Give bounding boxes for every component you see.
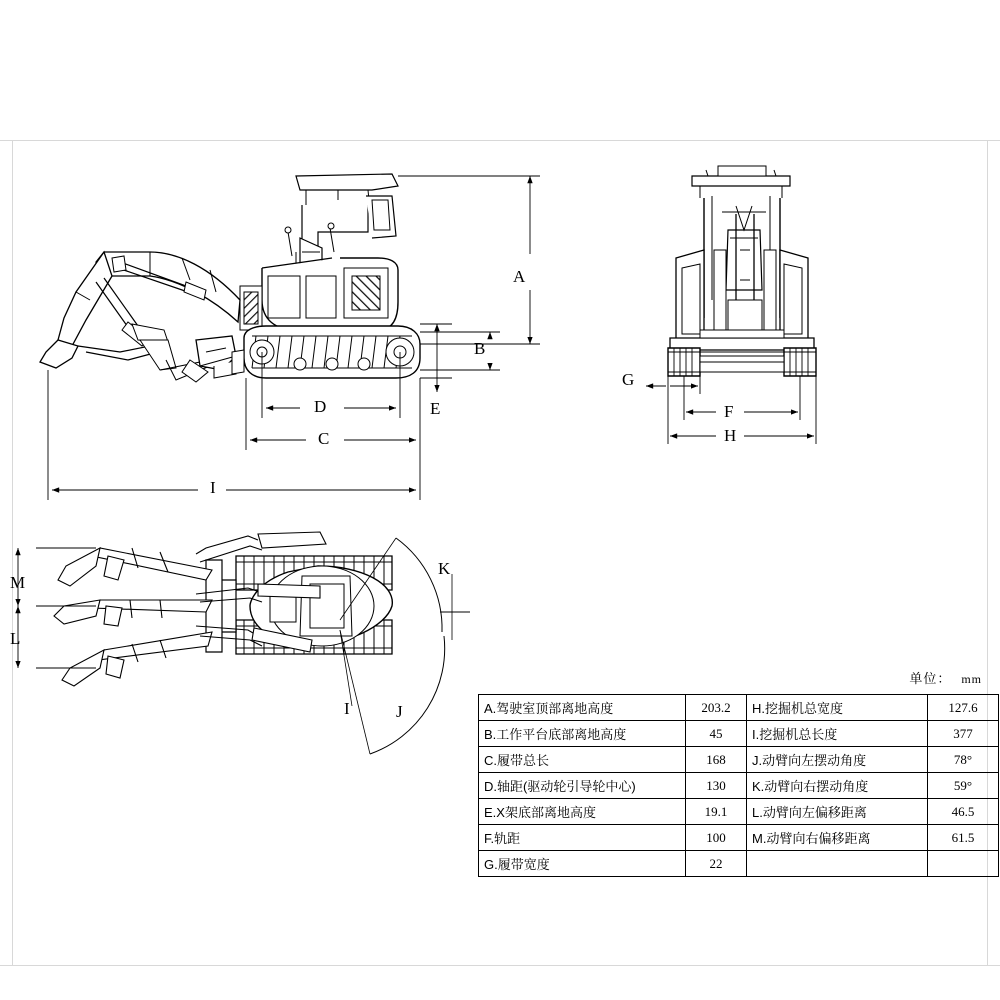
dim-label-M: M	[10, 573, 26, 592]
spec-name-b: B.工作平台底部离地高度	[479, 721, 686, 747]
spec-name-e: E.X架底部离地高度	[479, 799, 686, 825]
spec-value-f: 100	[686, 825, 747, 851]
unit-note	[909, 668, 982, 687]
dim-label-F: F	[724, 402, 734, 421]
dim-label-H: H	[724, 426, 737, 445]
spec-value-j: 78°	[928, 747, 999, 773]
dim-label-K: K	[438, 559, 451, 578]
spec-value-empty	[928, 851, 999, 877]
table-row	[479, 747, 999, 773]
dim-label-G: G	[622, 370, 635, 389]
spec-value-a: 203.2	[686, 695, 747, 721]
table-row	[479, 773, 999, 799]
unit-note-label: 单位：	[909, 671, 952, 686]
spec-name-m: M.动臂向右偏移距离	[747, 825, 928, 851]
spec-name-d: D.轴距(驱动轮引导轮中心)	[479, 773, 686, 799]
dim-label-I-top-view: I	[344, 699, 350, 718]
spec-value-g: 22	[686, 851, 747, 877]
spec-value-l: 46.5	[928, 799, 999, 825]
table-row	[479, 721, 999, 747]
dim-label-A: A	[513, 267, 526, 286]
dim-label-B: B	[474, 339, 486, 358]
spec-value-h: 127.6	[928, 695, 999, 721]
spec-name-j: J.动臂向左摆动角度	[747, 747, 928, 773]
table-row	[479, 695, 999, 721]
dim-label-E: E	[430, 399, 441, 418]
dim-label-I: I	[210, 478, 216, 497]
dim-label-L: L	[10, 629, 21, 648]
spec-name-empty	[747, 851, 928, 877]
spec-name-k: K.动臂向右摆动角度	[747, 773, 928, 799]
spec-name-l: L.动臂向左偏移距离	[747, 799, 928, 825]
table-row	[479, 851, 999, 877]
spec-name-c: C.履带总长	[479, 747, 686, 773]
table-row	[479, 799, 999, 825]
spec-name-a: A.驾驶室顶部离地高度	[479, 695, 686, 721]
spec-name-f: F.轨距	[479, 825, 686, 851]
dim-label-D: D	[314, 397, 327, 416]
dim-label-J: J	[396, 702, 403, 721]
front-view-machine	[668, 166, 816, 376]
spec-value-e: 19.1	[686, 799, 747, 825]
top-view-machine	[54, 532, 445, 754]
spec-name-h: H.挖掘机总宽度	[747, 695, 928, 721]
dim-label-C: C	[318, 429, 330, 448]
spec-value-d: 130	[686, 773, 747, 799]
unit-value: mm	[961, 672, 982, 686]
side-view-machine	[40, 174, 420, 382]
spec-value-i: 377	[928, 721, 999, 747]
spec-value-m: 61.5	[928, 825, 999, 851]
spec-value-k: 59°	[928, 773, 999, 799]
table-row	[479, 825, 999, 851]
spec-value-c: 168	[686, 747, 747, 773]
spec-table	[478, 694, 999, 877]
spec-name-i: I.挖掘机总长度	[747, 721, 928, 747]
spec-value-b: 45	[686, 721, 747, 747]
spec-name-g: G.履带宽度	[479, 851, 686, 877]
